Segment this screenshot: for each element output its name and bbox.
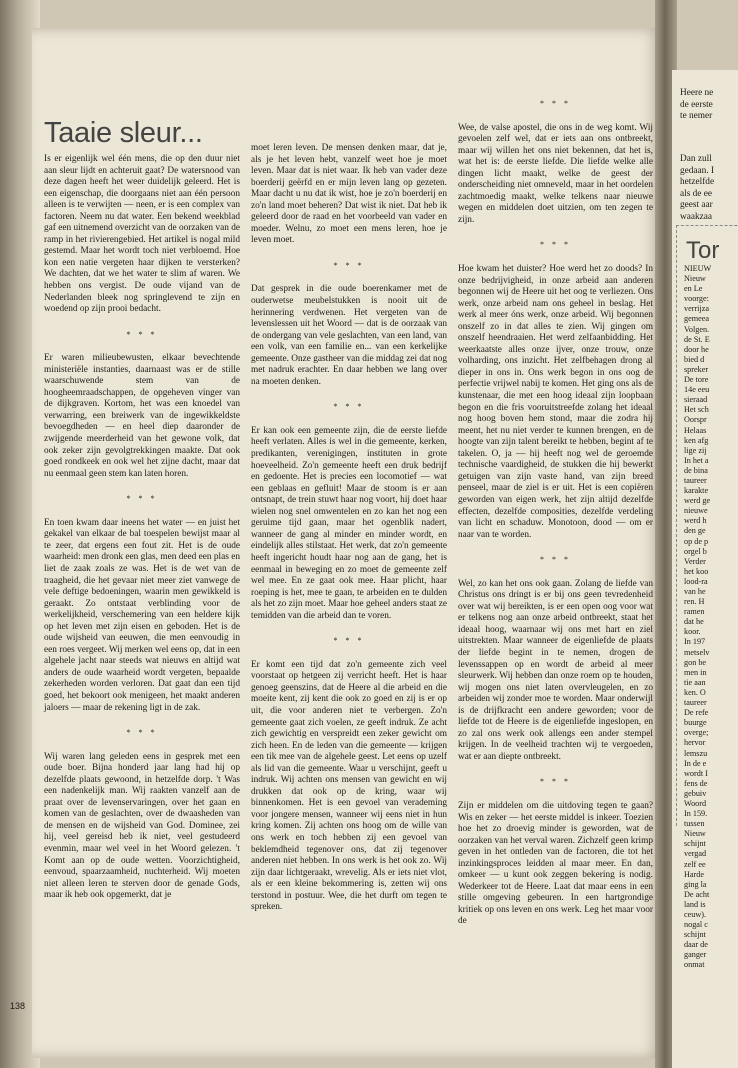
right-page-line: door he	[684, 344, 709, 354]
right-page-line: ganger	[684, 950, 707, 960]
right-page-line: dat he	[684, 617, 704, 627]
right-page-line: ren. H	[684, 597, 705, 607]
right-page-line: te nemer	[680, 111, 713, 121]
article-column-1	[44, 118, 240, 902]
right-page-line: ken afg	[684, 435, 709, 445]
paragraph: Wij waren lang geleden eens in gesprek met een oude boer. Bijna honderd jaar lang had hij op dezelfde plaats gewoond, in hetzelfde dorp. 't Was een nadenkelijk man. Wij raakten vanzelf aan de praat over de levenservaringen, over het gaan en komen van de geslachten, over de dwaasheden van de mensen en de wijsheid van God. Dominee, zei hij, veel gereisd heb ik niet, veel gestudeerd evenmin, maar wel veel in het Woord gelezen. 't Komt aan op de oude wetten. Voorzichtigheid, eenvoud, spaarzaamheid, nuchterheid. Wij moeten niet alleen leren te sterven door de genade Gods, maar ik heb ook opgemerkt, dat je	[44, 751, 240, 901]
right-page-line: 14e eeu	[684, 385, 710, 395]
right-page-line: den ge	[684, 526, 706, 536]
right-page-line: geest aar	[680, 200, 713, 210]
paragraph: Er waren milieubewusten, elkaar bevechtende ministeriële instanties, daarnaast was er de stille waarschuwende stem van de hoogheemraadschappen, de opgeheven vinger van de dijkgraven. Kortom, het was een knoedel van verwarring, een breiwerk van de ingewikkeldste bevoegdheden — en heel diep daaronder de zwijgende meerderheid van het gewone volk, dat ook zeker zijn gevolgtrekkingen maakte. Dat ook goed rondkeek en ook wel het zijne dacht, maar dat nu eenmaal geen stem kan laten horen.	[44, 353, 240, 479]
right-page-box-text	[684, 264, 711, 971]
right-page-line: Helaas	[684, 425, 707, 435]
right-page-line: lood-ra	[684, 576, 708, 586]
right-page-line: De tore	[684, 375, 709, 385]
right-page-line: hervor	[684, 738, 706, 748]
right-page-line: voorge:	[684, 294, 709, 304]
right-page-line: hetzelfde	[680, 177, 715, 187]
right-page-line: Dan zull	[680, 154, 712, 164]
right-page-line: gedaan. I	[680, 165, 715, 176]
right-page-line: Harde	[684, 869, 705, 879]
right-page-line: tie aan	[684, 677, 706, 687]
right-page-line: het koo	[684, 566, 709, 576]
right-page-line: nieuwe	[684, 506, 708, 516]
paragraph: Er kan ook een gemeente zijn, die de eerste liefde heeft verlaten. Alles is wel in die gemeente, kerken, predikanten, verenigingen, instituten in grote hoeveelheid. Zo'n gemeente heeft een druk bedrijf en gedoente. Het is precies een locomotief — wat een geblaas en gefluit! Maar de stoom is er aan ontsnapt, de trein stuwt haar nog voort, hij doet haar wielen nog snel omwentelen en zo kan het nog een geruime tijd gaan, maar het ogenblik nadert, wanneer de gang al minder en minder wordt, en eindelijk alles stilstaat. Het werk, dat zo'n gemeente heeft ingericht houdt haar nog aan de gang, het is eenmaal in beweging en zo moet de gemeente zelf wel mee. En ze gaat ook mee. Haar plicht, haar roeping is het, mee te gaan, te arbeiden en te dulden als het zo zijn moet. Maar hoe geheel anders staat ze temidden van die arbeid dan te voren.	[251, 425, 447, 621]
right-page-line: men in	[684, 667, 707, 677]
article-column-2	[251, 143, 447, 914]
paragraph: moet leren leven. De mensen denken maar, dat je, als je het leven hebt, vanzelf weet hoe je moet leven. Maar dat is niet waar. Ik heb van vader deze boerderij geërfd en er mijn leven lang op gezeten. Maar dacht u nu dat ik wist, hoe je zo'n boerderij en zo'n land moet beheren? Dat wist ik niet. Dat heb ik geleerd door de raad en het voorbeeld van vader en moeder. Welnu, zo moet een mens leren, hoe je leven moet.	[251, 143, 447, 246]
paragraph: En toen kwam daar ineens het water — en juist het gekakel van elkaar de bal toespelen bewijst maar al te zeer, dat ergens een fout zit. Het is de oude waarheid: men dronk een glas, men deed een plas en liet de zaak zoals ze was. Het is de wet van de traagheid, die het gevaar niet meer ziet vanwege de vele deftige bedoeningen, waarin men gewikkeld is geraakt. Zo ontstaat verblinding voor de werkelijkheid, verschemering van een heldere kijk op het leven met zijn eisen en geboden. Het is de oude wijsheid van eeuwen, die men eenvoudig in een roes vergeet. Wij merken wel eens op, dat in een algehele jacht naar steeds wat nieuws en altijd wat anders de oude waarheid wordt vergeten, bepaalde zekerheden worden verloren. Dat gaat dan een tijd goed, het bekoort ook menigeen, het maakt anderen jaloers — maar de rekening ligt in de zak.	[44, 517, 240, 713]
section-separator: * * *	[126, 494, 158, 504]
section-separator: * * *	[333, 402, 365, 412]
paragraph: Wee, de valse apostel, die ons in de weg komt. Wij gevoelen zelf wel, dat er iets aan ons ontbreekt, maar wij willen het ons niet bekennen, dat het is, wat het is: de eerste liefde. Die liefde welke alle dingen licht maakt, welke de geest der onderscheiding niet omneveld, maar in het oordelen zachtmoedig maakt, welke telkens naar nieuwe wegen en middelen doet uitzien, om ten zegen te zijn.	[458, 122, 653, 225]
right-page-line: werd ge	[684, 496, 711, 506]
right-page-line: Oorspr	[684, 415, 707, 425]
section-separator: * * *	[540, 777, 571, 787]
right-page-fragment	[672, 70, 738, 1068]
right-page-line: bied d	[684, 354, 705, 364]
right-page-line: als de ee	[680, 188, 713, 199]
right-page-line: de bina	[684, 465, 708, 475]
right-page-line: daar de	[684, 940, 708, 950]
right-page-line: gemeea	[684, 314, 709, 324]
right-page-line: lemszu	[684, 748, 708, 758]
paragraph: Dat gesprek in die oude boerenkamer met de ouderwetse meubelstukken is nooit uit de herinnering verdwenen. Het vergeten van de levenslessen uit het Woord — dat is de oorzaak van de ondergang van vele geslachten, van een land, van een volk, van een familie en... van een kerkelijke gemeente. Onze gastheer van die middag zei dat nog met nadruk erachter. En daar hebben we lang over na moeten denken.	[251, 284, 447, 387]
paragraph: Hoe kwam het duister? Hoe werd het zo doods? In onze bedrijvigheid, in onze arbeid aan anderen begonnen wij de Heere uit het oog te verliezen. Ons werk, onze arbeid nam ons geheel in beslag. Het werk al meer óns werk, onze arbeid. Wij begonnen onszelf zo in dat alles te zien. Wij gingen om onszelf heendraaien. Het werd zelfaanbidding. Het weerkaatste alles onze ijver, onze trouw, onze volharding, ons inzicht. Het zelfbehagen drong al dieper in ons in. Ons werk begon in ons oog de perfectie vrijwel nabij te komen. Het ging ons als de kunstenaar, die met een hoog ideaal zijn loopbaan begon en die fris vooruitstreefde zolang het ideaal nog hoog boven hem stond, maar die zodra hij meent, het nu niet verder te kunnen brengen, en de hoogte van zijn talent bereikt te hebben, begint af te takelen. O, ja — hij heeft nog wel de geroemde technische vaardigheid, de stukken die hij bewerkt getuigen van zijn vaste hand, van zijn breed penseel, maar de ziel is er uit. Het is een copiëren geworden van eigen werk, het zijn altijd dezelfde effecten, dezelfde composities, dezelfde verdeling van licht en schaduw. Monotoon, dood — om er naar van te worden.	[458, 264, 653, 540]
right-page-line: Het sch	[684, 405, 709, 415]
right-page-line: wordt I	[684, 768, 708, 778]
right-page-line: orgel b	[684, 546, 707, 556]
right-page-line: In het a	[684, 455, 709, 465]
paragraph: Is er eigenlijk wel één mens, die op den duur niet aan sleur lijdt en achteruit gaat? De watersnood van deze dagen heeft het weer duidelijk geleerd. Het is een eigenschap, die doorgaans niet aan één persoon alleen is te verwijten — neen, er is een complex van factoren. Neem nu dat water. Een bekend weekblad gaf een uitnemend overzicht van de oorzaken van de ramp in het rivierengebied. Het artikel is nogal mild gestemd. Maar het wordt toch niet verbloemd. Hoe kon een natie vergeten haar dijken te versterken? We dachten, dat we het water te slim af waren. We hebben ons vergist. De oude vijand van de Nederlanden bleek nog springlevend te zijn en woedend op zijn prooi bedacht.	[44, 154, 240, 315]
section-separator: * * *	[126, 728, 158, 738]
paragraph: Er komt een tijd dat zo'n gemeente zich veel voorstaat op hetgeen zij verricht heeft. Het is haar genoeg geenszins, dat de Heere al die arbeid en die moeite kent, zij kent die ook zo goed en zij is er op uit, die voor anderen niet te verbergen. Zo'n gemeente gaat zich voelen, ze geeft indruk. Ze acht zich gewichtig en verspreidt een zeker gewicht om zich heen. En de leden van die gemeente — krijgen een tik mee van de algehele geest. Let eens op uzelf als lid van die gemeente. Waar u verschijnt, geeft u indruk. Wij achten ons mensen van gewicht en wij drukken dat ook op de kring, waar wij binnenkomen. Het is een gevoel van verademing voor jongere mensen, wanneer wij eens niet in hun kring komen. Zij achten ons hoog om de wille van ons werk en toch hebben zij een gevoel van beklemdheid tegenover ons, dat zij tegenover anderen niet hebben. In ons werk is het ook zo. Wij zijn daar lichtgeraakt, wrevelig. Als er iets niet vlot, als er een kleine bekommering is, zetten wij ons terstond in postuur. Wee, die het durft om tegen te spreken.	[251, 659, 447, 913]
paragraph: Wel, zo kan het ons ook gaan. Zolang de liefde van Christus ons dringt is er bij ons geen tevredenheid over wat wij bereikten, is er een open oog voor wat er telkens nog aan onze arbeid ontbreekt, staat het ideaal hoog, waarnaar wij ons met hart en ziel uitstrekten. Maar wanneer de eigenliefde de plaats der liefde begint in te nemen, drogen de levenssappen op en wordt de arbeid al meer sleurwerk. Wij hebben dan onze roem op te houden, wij mogen ons niet laten overvleugelen, en zo arbeiden wij zonder moe te worden. Maar onderwijl is de drijfkracht een andere geworden; voor de liefde tot de Heere is de eigenliefde ingeslopen, en zo zal ons werk ook allengs een ander stempel krijgen. In de veelheid trachten wij te vergoeden, wat er aan diepte ontbreekt.	[458, 578, 653, 762]
right-page-line: Volgen.	[684, 324, 710, 334]
right-page-line: zelf ee	[684, 859, 706, 869]
right-page-line: taureer	[684, 475, 707, 485]
right-page-line: schijnt	[684, 930, 706, 940]
right-page-line: In 159.	[684, 809, 708, 819]
section-separator: * * *	[540, 555, 571, 565]
right-page-line: overge;	[684, 728, 709, 738]
right-page-line: Woord	[684, 798, 707, 808]
right-page-line: sieraad	[684, 395, 708, 405]
right-page-line: ging la	[684, 879, 707, 889]
right-page-line: gon be	[684, 657, 707, 667]
article-title: Taaie sleur...	[44, 117, 203, 149]
right-page-line: De acht	[684, 889, 710, 899]
right-page-line: taureer	[684, 698, 707, 708]
article-column-3	[458, 98, 653, 928]
section-separator: * * *	[540, 99, 571, 108]
right-page-line: de eerste	[680, 99, 713, 110]
right-page-line: In de e	[684, 758, 707, 768]
right-page-line: gebuiv	[684, 788, 707, 798]
right-page-line: ramen	[684, 607, 705, 617]
right-page-line: koor.	[684, 627, 701, 637]
right-page-line: Verder	[684, 556, 706, 566]
section-separator: * * *	[126, 329, 158, 339]
right-page-line: de St. E	[684, 334, 710, 344]
right-page-line: van he	[684, 587, 706, 596]
right-page-box-title: Tor	[686, 237, 720, 264]
right-page-line: tussen	[684, 819, 705, 829]
right-page-top-text	[680, 88, 713, 123]
right-page-line: De refe	[684, 708, 709, 718]
section-separator: * * *	[333, 260, 365, 270]
right-page-line: verrijza	[684, 304, 709, 314]
right-page-line: op de p	[684, 536, 709, 546]
right-page-line: ceuw).	[684, 910, 707, 919]
right-page-line: fens de	[684, 778, 708, 788]
right-page-line: vergad	[684, 849, 707, 859]
section-separator: * * *	[540, 240, 571, 250]
right-page-line: metselv	[684, 647, 710, 657]
right-page-line: In 197	[684, 637, 706, 647]
right-page-line: werd h	[684, 516, 707, 526]
right-page-line: buurge	[684, 718, 707, 728]
paragraph: Zijn er middelen om die uitdoving tegen te gaan? Wis en zeker — het eerste middel is inkeer. Toezien hoe het zo droevig minder is geworden, wat de oorzaken van het verval waren. Zichzelf geen krimp geven in het ontleden van de factoren, die tot het inzinkingsproces leidden al maar meer. En dan, omkeer — u kunt ook zeggen bekering is nodig. Wederkeer tot de Heere. Laat dat maar eens in een stille omgeving gebeuren. In een hartgrondige kritiek op ons leven en ons werk. Leg het maar voor de	[458, 800, 653, 927]
right-page-line: ken. O	[684, 687, 706, 697]
right-page-line: land is	[684, 899, 706, 909]
right-page-line: schijnt	[684, 839, 706, 849]
right-page-line: NIEUW	[684, 264, 712, 273]
right-page-line: nogal c	[684, 920, 708, 930]
right-page-line: Nieuw	[684, 829, 706, 839]
page-number: 138	[10, 1001, 26, 1011]
right-page-line: spreker	[684, 364, 709, 374]
right-page-mid-text	[680, 154, 714, 223]
right-page-line: en Le	[684, 284, 703, 294]
right-page-line: lige zij	[684, 445, 707, 455]
right-page-line: Heere ne	[680, 88, 714, 98]
right-page-line: karakte	[684, 486, 709, 496]
right-page-line: waakzaa	[680, 211, 712, 222]
right-page-line: onmat	[684, 960, 705, 970]
right-page-line: Nieuw	[684, 274, 706, 284]
section-separator: * * *	[333, 636, 365, 646]
